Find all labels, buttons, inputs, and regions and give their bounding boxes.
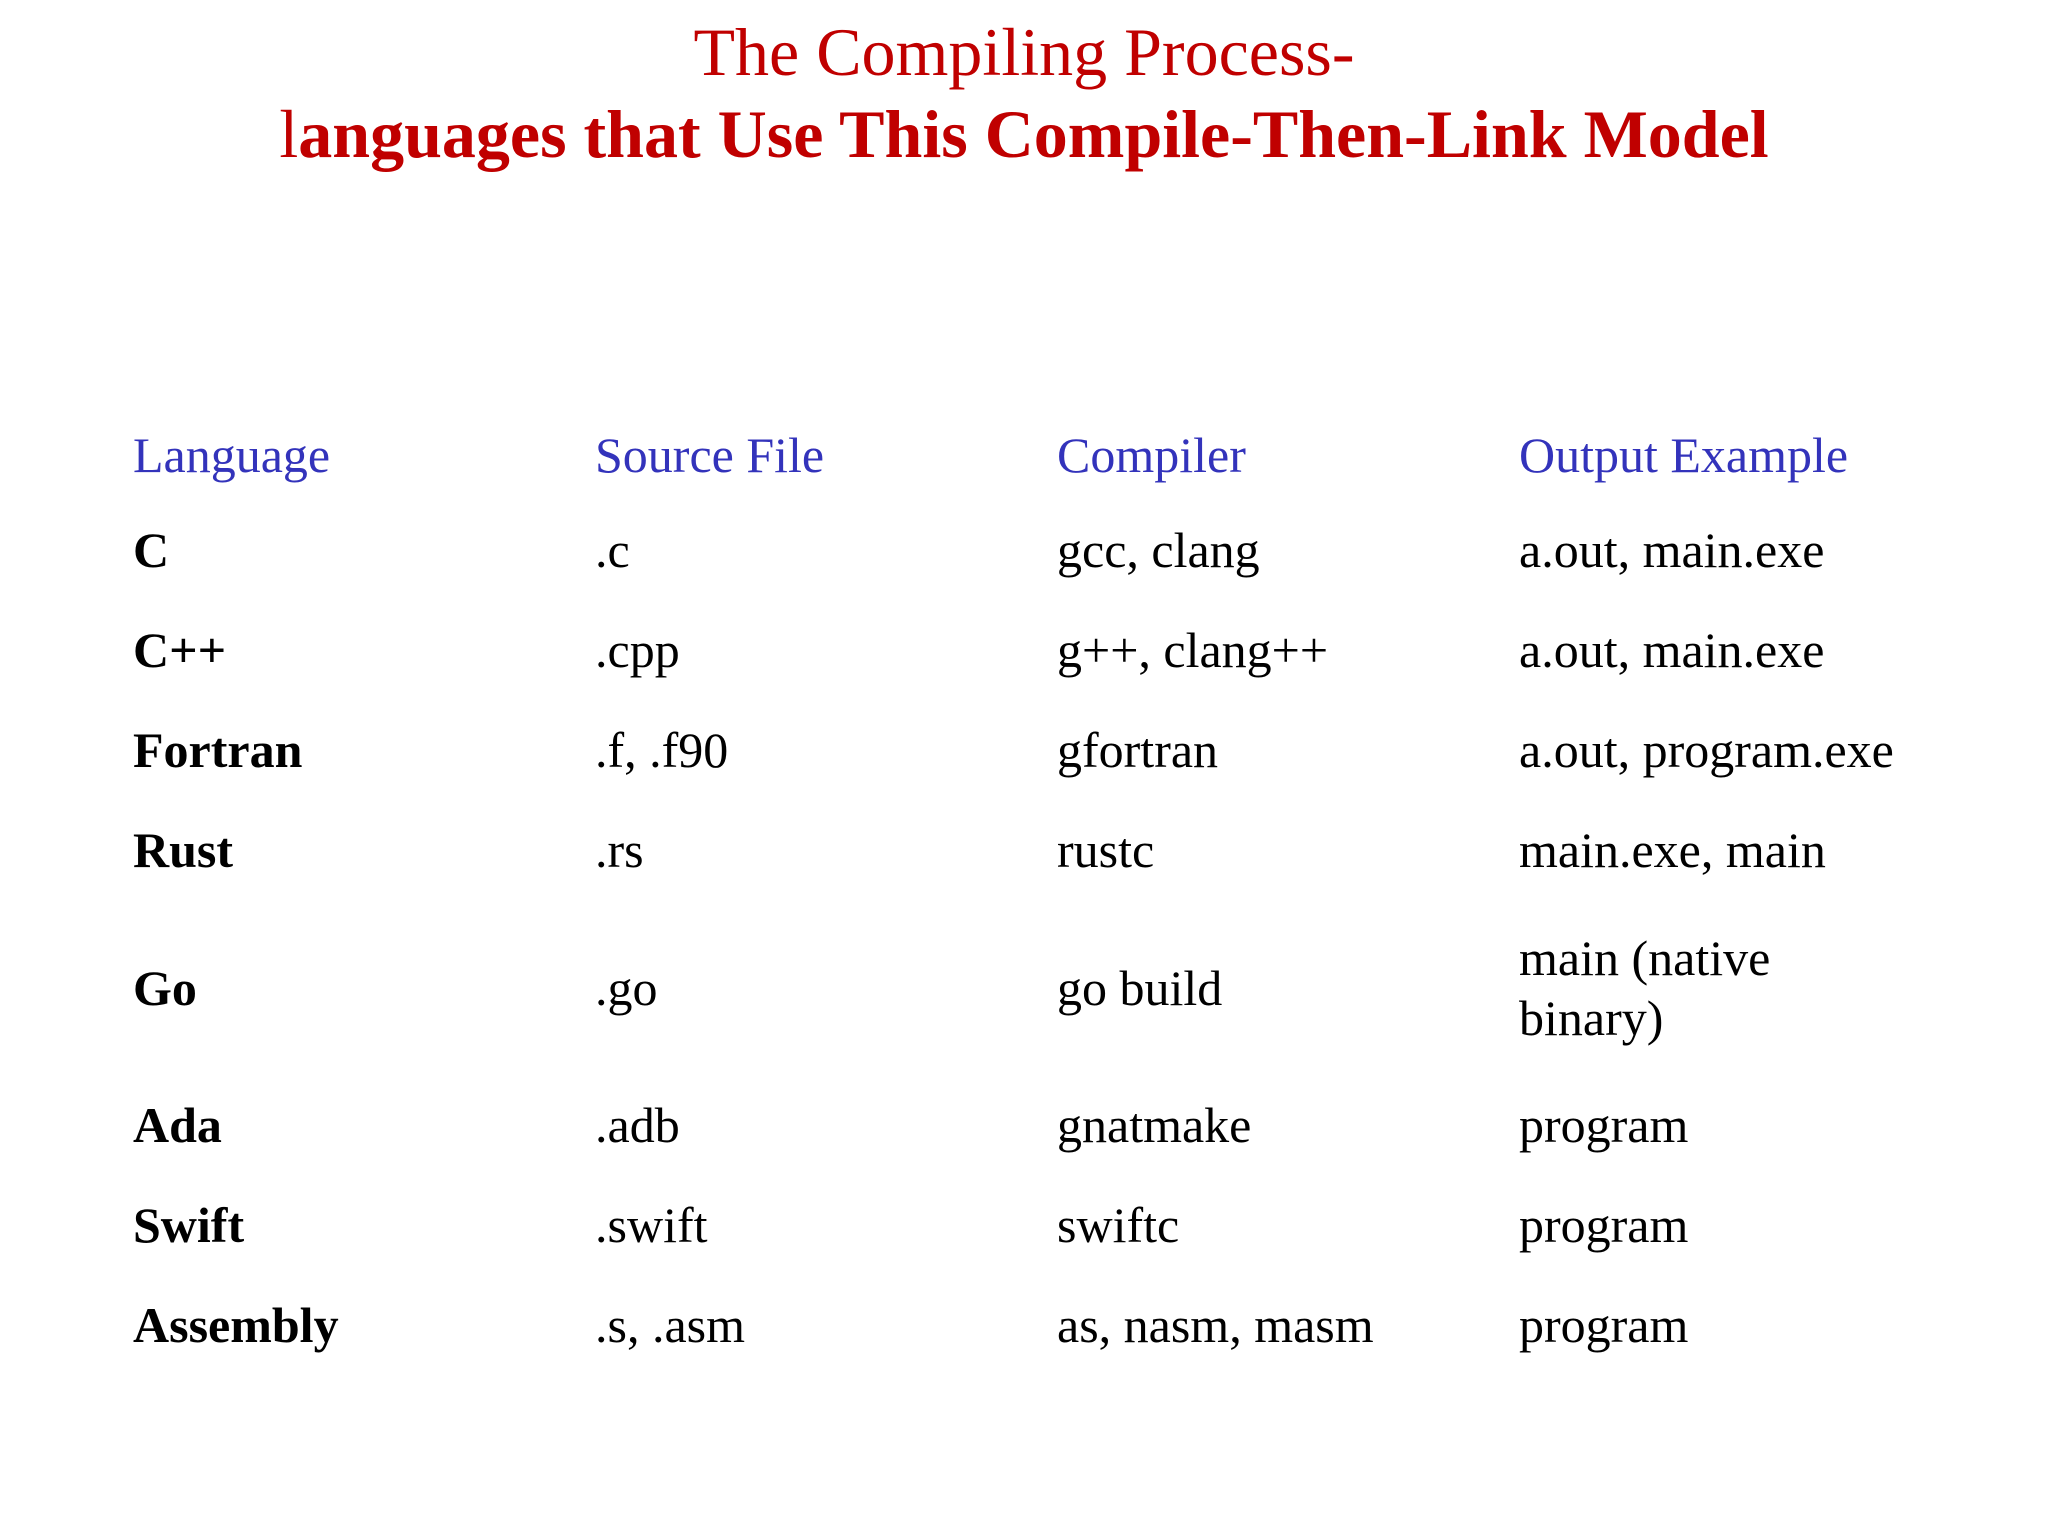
source-file-cell: .f, .f90 xyxy=(595,722,729,778)
table-row xyxy=(133,1175,1993,1275)
slide-title-line-2-rest: anguages that Use This Compile-Then-Link Model xyxy=(298,96,1769,172)
compiler-cell: swiftc xyxy=(1057,1197,1180,1253)
output-example-cell: program xyxy=(1519,1297,1689,1353)
slide-title-line-2-lead: l xyxy=(279,96,299,172)
source-file-cell: .c xyxy=(595,522,630,578)
table-row xyxy=(133,1275,1993,1375)
compiler-cell: gnatmake xyxy=(1057,1097,1252,1153)
output-example-cell: a.out, main.exe xyxy=(1519,522,1825,578)
slide-title-line-1: The Compiling Process- xyxy=(693,14,1355,90)
output-example-cell: a.out, program.exe xyxy=(1519,722,1894,778)
language-cell: C++ xyxy=(133,622,227,678)
table-row xyxy=(133,800,1993,900)
table-row xyxy=(133,900,1993,1075)
table-header-row xyxy=(133,410,1993,500)
source-file-cell: .swift xyxy=(595,1197,708,1253)
header-compiler: Compiler xyxy=(1057,427,1246,483)
output-example-cell: a.out, main.exe xyxy=(1519,622,1825,678)
header-language: Language xyxy=(133,427,331,483)
compiler-cell: rustc xyxy=(1057,822,1155,878)
table-row xyxy=(133,1075,1993,1175)
slide-title-line-2 xyxy=(0,92,2048,176)
language-cell: Assembly xyxy=(133,1297,339,1353)
compiler-cell: gcc, clang xyxy=(1057,522,1260,578)
languages-table xyxy=(133,410,1993,1375)
table-row xyxy=(133,500,1993,600)
compiler-cell: g++, clang++ xyxy=(1057,622,1329,678)
compiler-cell: gfortran xyxy=(1057,722,1219,778)
source-file-cell: .rs xyxy=(595,822,644,878)
source-file-cell: .cpp xyxy=(595,622,680,678)
language-cell: Go xyxy=(133,959,197,1016)
language-cell: Rust xyxy=(133,822,234,878)
language-cell: Fortran xyxy=(133,722,303,778)
language-cell: Ada xyxy=(133,1097,222,1153)
header-source-file: Source File xyxy=(595,427,825,483)
source-file-cell: .adb xyxy=(595,1097,680,1153)
language-cell: Swift xyxy=(133,1197,245,1253)
output-example-cell: main (native binary) xyxy=(1519,929,1771,1046)
source-file-cell: .go xyxy=(595,959,658,1016)
table-row xyxy=(133,600,1993,700)
compiler-cell: go build xyxy=(1057,959,1223,1016)
header-output-example: Output Example xyxy=(1519,427,1849,483)
output-example-cell: program xyxy=(1519,1197,1689,1253)
language-cell: C xyxy=(133,522,170,578)
compiler-cell: as, nasm, masm xyxy=(1057,1297,1374,1353)
source-file-cell: .s, .asm xyxy=(595,1297,745,1353)
output-example-cell: main.exe, main xyxy=(1519,822,1826,878)
output-example-cell: program xyxy=(1519,1097,1689,1153)
table-row xyxy=(133,700,1993,800)
